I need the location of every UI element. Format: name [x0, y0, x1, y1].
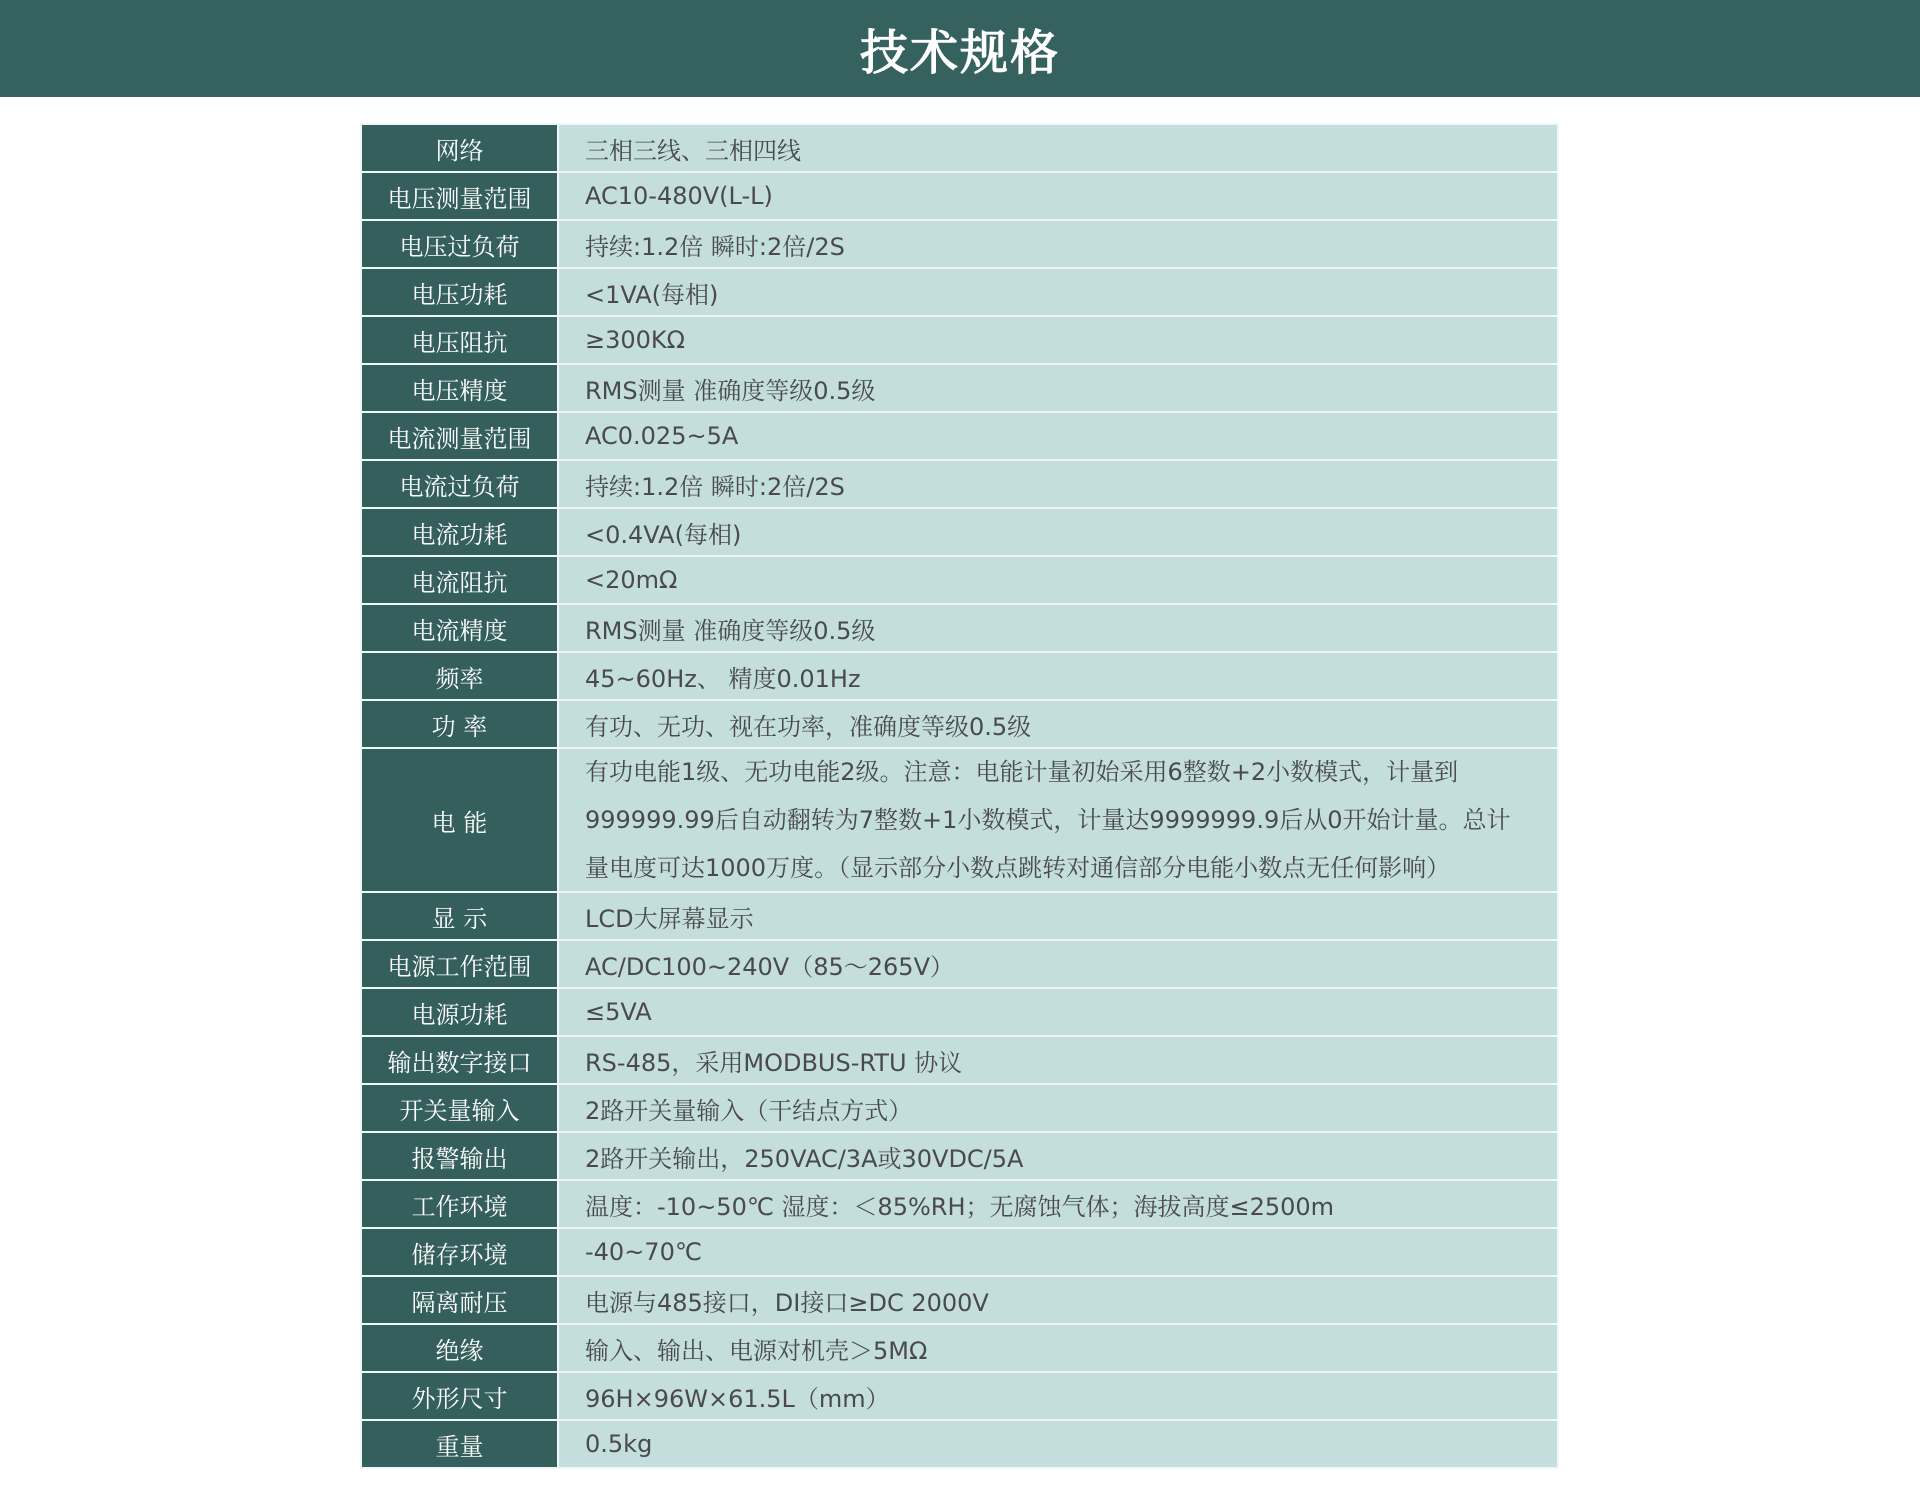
- spec-row-voltage-impedance: [362, 317, 1557, 365]
- spec-label: 报警输出: [362, 1133, 559, 1179]
- spec-label: 电源工作范围: [362, 941, 559, 987]
- spec-value: 电源与485接口，DI接口≥DC 2000V: [559, 1277, 1557, 1323]
- spec-label: 电压精度: [362, 365, 559, 411]
- spec-row-weight: [362, 1421, 1557, 1467]
- spec-value: 持续:1.2倍 瞬时:2倍/2S: [559, 221, 1557, 267]
- spec-label: 显 示: [362, 893, 559, 939]
- spec-row-current-impedance: [362, 557, 1557, 605]
- spec-label: 电压功耗: [362, 269, 559, 315]
- spec-value: AC10-480V(L-L): [559, 173, 1557, 219]
- spec-row-supply-consumption: [362, 989, 1557, 1037]
- spec-row-network: [362, 125, 1557, 173]
- spec-value-line: 999999.99后自动翻转为7整数+1小数模式，计量达9999999.9后从0开始计量。总计: [585, 806, 1511, 834]
- spec-value: RMS测量 准确度等级0.5级: [559, 605, 1557, 651]
- spec-row-voltage-overload: [362, 221, 1557, 269]
- spec-row-dimensions: [362, 1373, 1557, 1421]
- spec-label: 电 能: [362, 749, 559, 891]
- spec-row-insulation: [362, 1325, 1557, 1373]
- spec-value: <0.4VA(每相): [559, 509, 1557, 555]
- spec-label: 电流阻抗: [362, 557, 559, 603]
- spec-row-current-range: [362, 413, 1557, 461]
- spec-row-storage-environment: [362, 1229, 1557, 1277]
- spec-label: 输出数字接口: [362, 1037, 559, 1083]
- spec-label: 绝缘: [362, 1325, 559, 1371]
- spec-label: 储存环境: [362, 1229, 559, 1275]
- spec-row-digital-interface: [362, 1037, 1557, 1085]
- spec-value: -40~70℃: [559, 1229, 1557, 1275]
- spec-label: 电流功耗: [362, 509, 559, 555]
- spec-label: 工作环境: [362, 1181, 559, 1227]
- spec-value-line: 量电度可达1000万度。（显示部分小数点跳转对通信部分电能小数点无任何影响）: [585, 854, 1451, 882]
- spec-value: ≤5VA: [559, 989, 1557, 1035]
- spec-value: RS-485，采用MODBUS-RTU 协议: [559, 1037, 1557, 1083]
- page-header: [0, 0, 1920, 97]
- spec-label: 电流精度: [362, 605, 559, 651]
- spec-value: 0.5kg: [559, 1421, 1557, 1467]
- spec-value: 有功、无功、视在功率，准确度等级0.5级: [559, 701, 1557, 747]
- spec-row-switch-input: [362, 1085, 1557, 1133]
- spec-value: 三相三线、三相四线: [559, 125, 1557, 171]
- spec-row-alarm-output: [362, 1133, 1557, 1181]
- spec-row-display: [362, 893, 1557, 941]
- spec-value: 2路开关输出，250VAC/3A或30VDC/5A: [559, 1133, 1557, 1179]
- spec-label: 电压阻抗: [362, 317, 559, 363]
- spec-label: 开关量输入: [362, 1085, 559, 1131]
- spec-label: 外形尺寸: [362, 1373, 559, 1419]
- spec-value: 温度：-10~50℃ 湿度：＜85%RH；无腐蚀气体；海拔高度≤2500m: [559, 1181, 1557, 1227]
- spec-row-supply-range: [362, 941, 1557, 989]
- spec-value: <20mΩ: [559, 557, 1557, 603]
- spec-label: 电源功耗: [362, 989, 559, 1035]
- spec-value-line: 有功电能1级、无功电能2级。注意：电能计量初始采用6整数+2小数模式，计量到: [585, 758, 1459, 786]
- spec-value: 45~60Hz、 精度0.01Hz: [559, 653, 1557, 699]
- page-title: 技术规格: [859, 25, 1060, 81]
- spec-row-energy: [362, 749, 1557, 893]
- spec-value: 96H×96W×61.5L（mm）: [559, 1373, 1557, 1419]
- spec-label: 功 率: [362, 701, 559, 747]
- spec-row-frequency: [362, 653, 1557, 701]
- spec-label: 重量: [362, 1421, 559, 1467]
- spec-value: 输入、输出、电源对机壳＞5MΩ: [559, 1325, 1557, 1371]
- spec-label: 网络: [362, 125, 559, 171]
- spec-value: ≥300KΩ: [559, 317, 1557, 363]
- spec-label: 隔离耐压: [362, 1277, 559, 1323]
- spec-row-current-accuracy: [362, 605, 1557, 653]
- spec-row-isolation-voltage: [362, 1277, 1557, 1325]
- spec-label: 电压测量范围: [362, 173, 559, 219]
- spec-row-voltage-consumption: [362, 269, 1557, 317]
- spec-value: RMS测量 准确度等级0.5级: [559, 365, 1557, 411]
- spec-row-voltage-range: [362, 173, 1557, 221]
- spec-label: 电流过负荷: [362, 461, 559, 507]
- spec-label: 频率: [362, 653, 559, 699]
- spec-value: 2路开关量输入（干结点方式）: [559, 1085, 1557, 1131]
- spec-value: AC/DC100~240V（85～265V）: [559, 941, 1557, 987]
- spec-row-working-environment: [362, 1181, 1557, 1229]
- spec-table: [360, 123, 1559, 1469]
- spec-label: 电压过负荷: [362, 221, 559, 267]
- spec-label: 电流测量范围: [362, 413, 559, 459]
- spec-row-power: [362, 701, 1557, 749]
- spec-value: 持续:1.2倍 瞬时:2倍/2S: [559, 461, 1557, 507]
- spec-row-current-overload: [362, 461, 1557, 509]
- spec-row-voltage-accuracy: [362, 365, 1557, 413]
- spec-value: AC0.025~5A: [559, 413, 1557, 459]
- spec-value: [559, 749, 1557, 891]
- spec-value: <1VA(每相): [559, 269, 1557, 315]
- spec-row-current-consumption: [362, 509, 1557, 557]
- spec-value: LCD大屏幕显示: [559, 893, 1557, 939]
